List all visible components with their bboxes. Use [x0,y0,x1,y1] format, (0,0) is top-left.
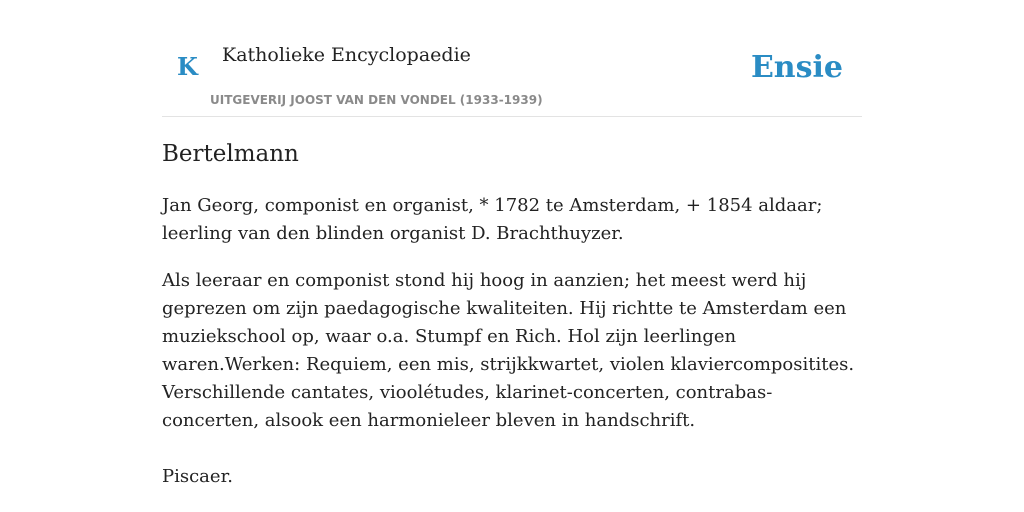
publisher-subtitle: UITGEVERIJ JOOST VAN DEN VONDEL (1933-1939) [210,93,543,107]
site-header [162,0,862,117]
article-title: Bertelmann [162,141,299,167]
article-paragraph: Jan Georg, componist en organist, * 1782 te Amsterdam, + 1854 aldaar; leerling van den blinden organist D. Brachthuyzer. [162,195,823,244]
article-paragraph: Als leeraar en componist stond hij hoog in aanzien; het meest werd hij geprezen om zijn paedagogische kwaliteiten. Hij richtte te Amsterdam een muziekschool op, waar o.a. Stumpf en Rich. Hol zijn leerlingen waren.Werken: Requiem, een mis, strijkkwartet, violen klaviercompositites. Verschillende cantates, vioolétudes, klarinet-concerten, contrabas-concerten, alsook een harmonieleer bleven in handschrift. [162,270,855,431]
encyclopedia-title[interactable]: Katholieke Encyclopaedie [222,44,471,66]
encyclopedia-logo[interactable]: K [177,52,198,81]
ensie-brand-logo[interactable]: Ensie [750,50,843,85]
article-author: Piscaer. [162,466,233,487]
encyclopedia-page [162,0,862,512]
